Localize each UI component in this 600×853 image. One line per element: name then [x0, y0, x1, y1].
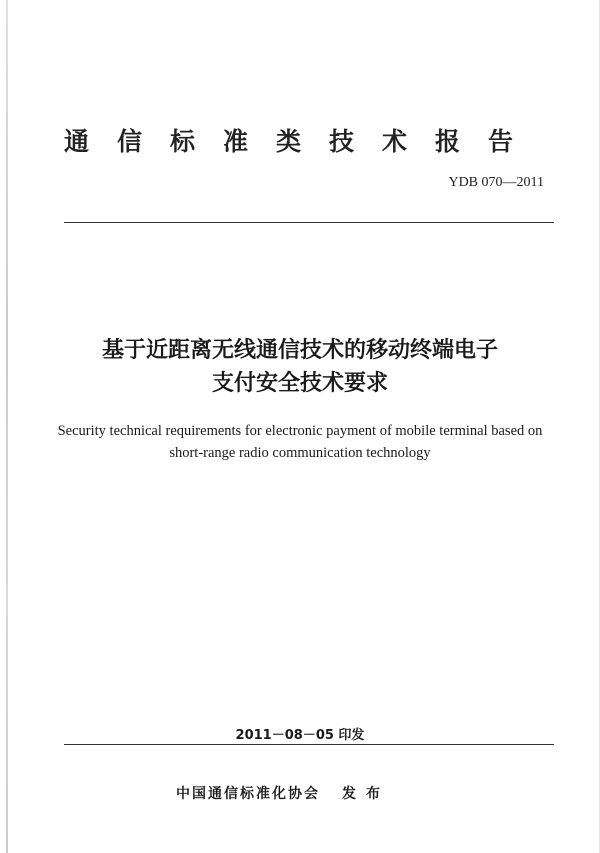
header-divider: [64, 222, 554, 223]
publish-word: 发布: [342, 786, 390, 802]
footer-divider: [64, 744, 554, 745]
chinese-title-line-2: 支付安全技术要求: [211, 371, 388, 396]
document-number: YDB 070—2011: [448, 175, 544, 190]
english-title: [0, 420, 600, 464]
publisher-line: [176, 783, 390, 803]
chinese-title-line-1: 基于近距离无线通信技术的移动终端电子: [101, 338, 498, 363]
print-date: 2011－08－05 印发: [235, 728, 365, 743]
english-title-line-1: Security technical requirements for electronic payment of mobile terminal based on: [57, 423, 543, 439]
series-title: 通信标准类技术报告: [64, 127, 542, 156]
publisher-name: 中国通信标准化协会: [176, 786, 320, 802]
chinese-title: [0, 334, 600, 400]
english-title-line-2: short-range radio communication technology: [169, 445, 431, 461]
